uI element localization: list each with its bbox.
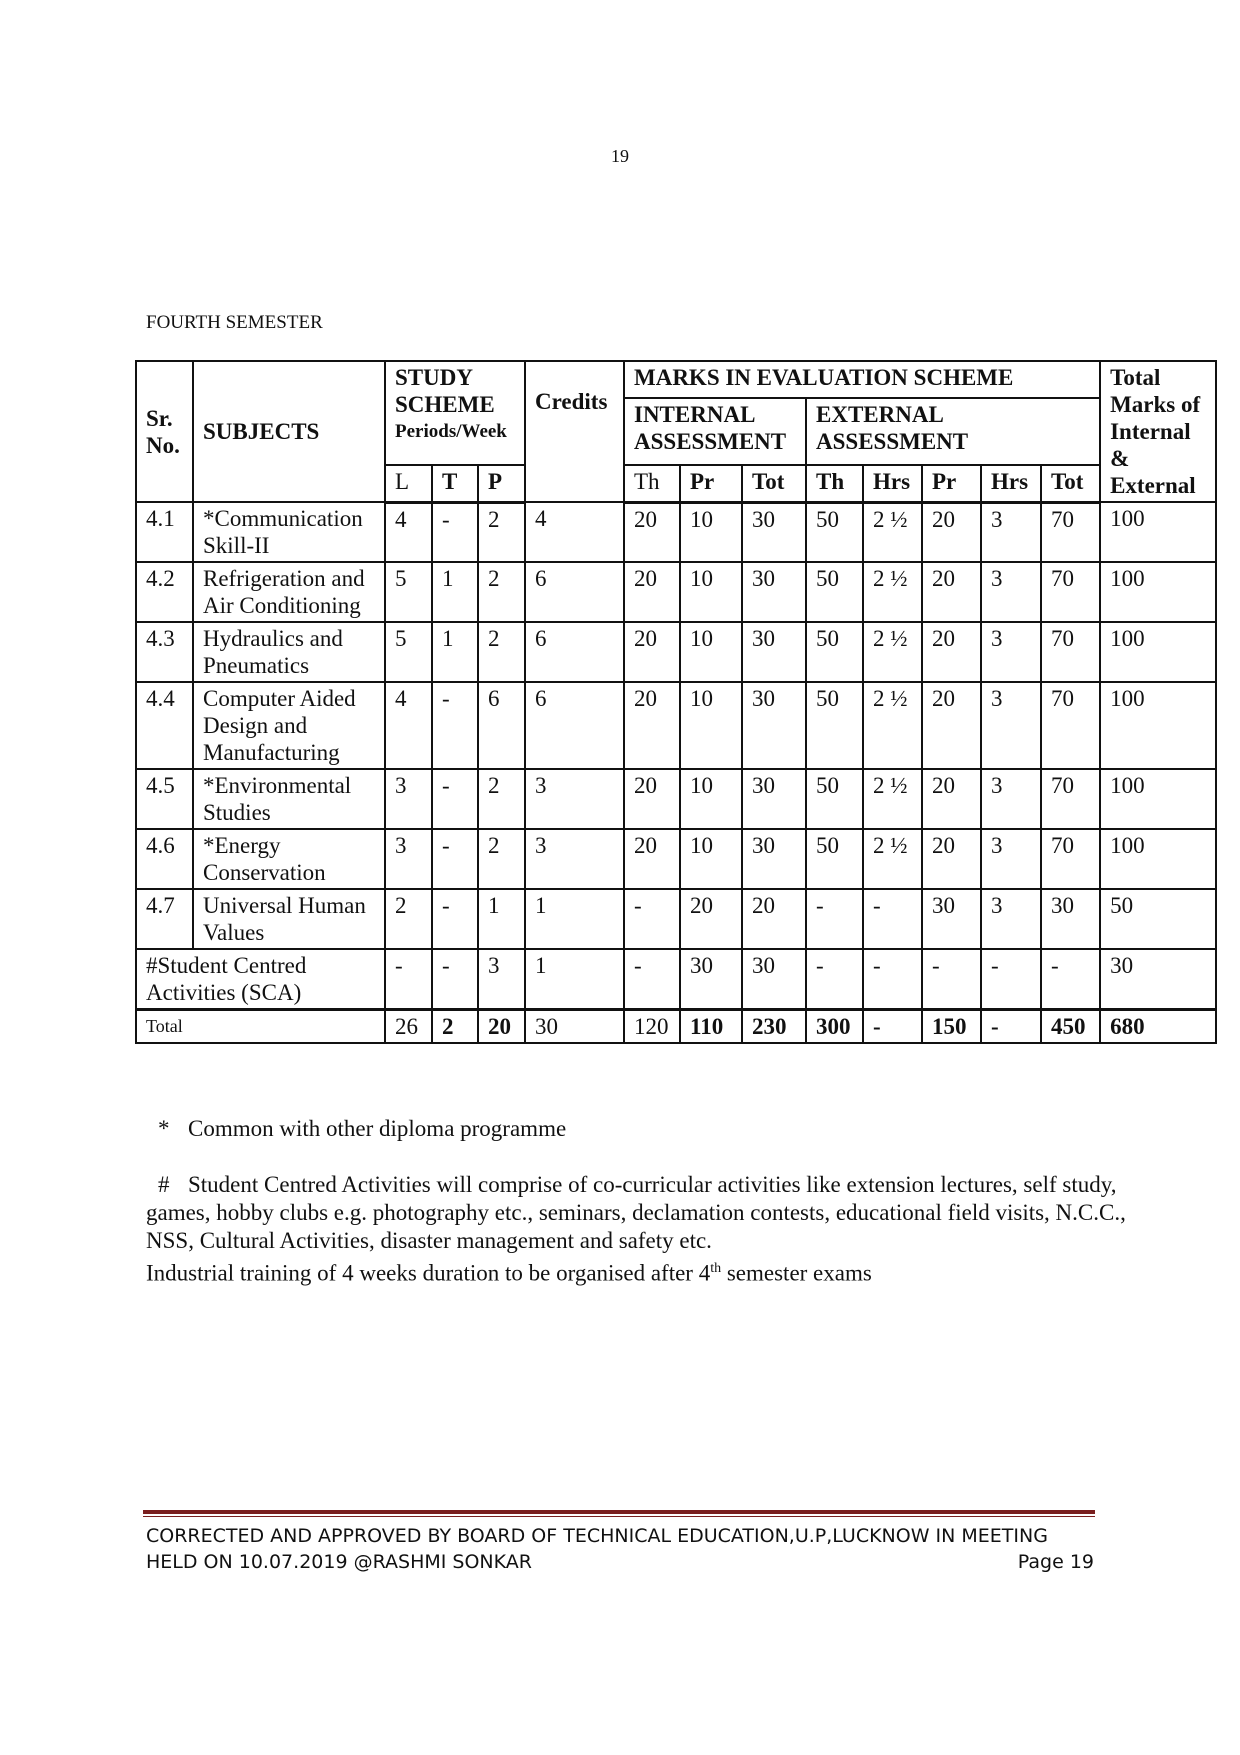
cell-total: 100 [1100, 682, 1216, 769]
cell-int-th: 20 [624, 829, 680, 889]
header-ext-hrs-2: Hrs [981, 465, 1041, 502]
cell-ext-hrs: 2 ½ [863, 769, 922, 829]
semester-title: FOURTH SEMESTER [146, 312, 323, 333]
cell-ext-pr: 20 [922, 622, 981, 682]
sca-l: - [385, 949, 432, 1010]
header-int-tot: Tot [742, 465, 806, 502]
cell-total: 100 [1100, 829, 1216, 889]
cell-p: 2 [478, 622, 525, 682]
cell-l: 3 [385, 769, 432, 829]
cell-int-th: - [624, 889, 680, 949]
cell-ext-th: 50 [806, 829, 863, 889]
cell-int-pr: 10 [680, 769, 742, 829]
cell-ext-hrs-2: 3 [981, 829, 1041, 889]
cell-int-th: 20 [624, 502, 680, 562]
footer-line-2: HELD ON 10.07.2019 @RASHMI SONKAR [146, 1551, 532, 1573]
header-credits: Credits [525, 361, 624, 502]
header-ext-pr: Pr [922, 465, 981, 502]
cell-sr-no: 4.7 [136, 889, 193, 949]
footer-line-2-wrap [146, 1549, 1094, 1575]
sca-p: 3 [478, 949, 525, 1010]
cell-p: 6 [478, 682, 525, 769]
cell-l: 2 [385, 889, 432, 949]
cell-int-tot: 30 [742, 682, 806, 769]
cell-ext-tot: 70 [1041, 682, 1100, 769]
header-ext-tot: Tot [1041, 465, 1100, 502]
cell-subject: Universal Human Values [193, 889, 385, 949]
footer-line-1: CORRECTED AND APPROVED BY BOARD OF TECHNICAL EDUCATION,U.P,LUCKNOW IN MEETING [146, 1525, 1048, 1547]
total-row [136, 1010, 1216, 1044]
cell-credits: 4 [525, 502, 624, 562]
cell-l: 5 [385, 622, 432, 682]
cell-sr-no: 4.6 [136, 829, 193, 889]
cell-ext-hrs: 2 ½ [863, 622, 922, 682]
cell-int-pr: 20 [680, 889, 742, 949]
sca-subject: #Student Centred Activities (SCA) [136, 949, 385, 1010]
cell-credits: 6 [525, 562, 624, 622]
training-text: Industrial training of 4 weeks duration to be organised after 4 [146, 1260, 711, 1286]
cell-ext-hrs-2: 3 [981, 769, 1041, 829]
cell-p: 2 [478, 562, 525, 622]
note-hash-text: Student Centred Activities will comprise of co-curricular activities like extension lectures, self study, games, hobby clubs e.g. photography etc., seminars, declamation contests, educational field visits, N.C.C., NSS, Cultural Activities, disaster management and safety etc. [146, 1172, 1126, 1253]
sca-ext-tot: - [1041, 949, 1100, 1010]
cell-t: - [432, 769, 478, 829]
cell-p: 2 [478, 769, 525, 829]
cell-subject: Hydraulics and Pneumatics [193, 622, 385, 682]
page-footer [146, 1523, 1094, 1575]
cell-p: 2 [478, 829, 525, 889]
cell-int-tot: 20 [742, 889, 806, 949]
sca-int-pr: 30 [680, 949, 742, 1010]
cell-credits: 6 [525, 682, 624, 769]
table-row [136, 769, 1216, 829]
cell-l: 5 [385, 562, 432, 622]
total-l: 26 [385, 1010, 432, 1044]
table-row [136, 502, 1216, 562]
header-internal-assessment: INTERNAL ASSESSMENT [624, 398, 806, 465]
sca-total: 30 [1100, 949, 1216, 1010]
header-int-pr: Pr [680, 465, 742, 502]
notes-section [146, 1115, 1126, 1288]
cell-ext-hrs: - [863, 889, 922, 949]
cell-int-pr: 10 [680, 682, 742, 769]
cell-subject: *Environmental Studies [193, 769, 385, 829]
cell-ext-th: 50 [806, 622, 863, 682]
cell-ext-hrs-2: 3 [981, 682, 1041, 769]
cell-int-pr: 10 [680, 502, 742, 562]
cell-ext-th: 50 [806, 682, 863, 769]
cell-sr-no: 4.2 [136, 562, 193, 622]
cell-credits: 6 [525, 622, 624, 682]
cell-credits: 3 [525, 769, 624, 829]
cell-int-tot: 30 [742, 769, 806, 829]
header-study-scheme [385, 361, 525, 465]
cell-subject: *Energy Conservation [193, 829, 385, 889]
cell-int-pr: 10 [680, 829, 742, 889]
cell-l: 4 [385, 502, 432, 562]
cell-sr-no: 4.3 [136, 622, 193, 682]
cell-ext-pr: 20 [922, 682, 981, 769]
subject-rows [136, 502, 1216, 949]
total-ext-hrs: - [863, 1010, 922, 1044]
cell-ext-pr: 20 [922, 829, 981, 889]
sca-int-th: - [624, 949, 680, 1010]
cell-int-th: 20 [624, 622, 680, 682]
cell-p: 1 [478, 889, 525, 949]
note-hash-symbol: # [158, 1172, 170, 1197]
cell-ext-tot: 70 [1041, 829, 1100, 889]
header-p: P [478, 465, 525, 502]
sca-ext-hrs: - [863, 949, 922, 1010]
cell-int-th: 20 [624, 682, 680, 769]
cell-total: 100 [1100, 769, 1216, 829]
header-int-th: Th [624, 465, 680, 502]
footer-rule [143, 1510, 1095, 1514]
cell-ext-tot: 70 [1041, 769, 1100, 829]
header-ext-hrs: Hrs [863, 465, 922, 502]
page-number: 19 [611, 146, 629, 166]
cell-ext-th: - [806, 889, 863, 949]
cell-ext-tot: 70 [1041, 502, 1100, 562]
cell-ext-hrs-2: 3 [981, 622, 1041, 682]
cell-sr-no: 4.4 [136, 682, 193, 769]
total-ext-tot: 450 [1041, 1010, 1100, 1044]
cell-int-tot: 30 [742, 829, 806, 889]
cell-ext-hrs: 2 ½ [863, 562, 922, 622]
header-t: T [432, 465, 478, 502]
cell-ext-hrs-2: 3 [981, 502, 1041, 562]
footer-rule-thin [143, 1516, 1095, 1517]
cell-sr-no: 4.5 [136, 769, 193, 829]
table-row [136, 562, 1216, 622]
cell-total: 50 [1100, 889, 1216, 949]
cell-t: 1 [432, 622, 478, 682]
cell-total: 100 [1100, 622, 1216, 682]
study-scheme-label: STUDY SCHEME [395, 365, 495, 417]
cell-ext-hrs: 2 ½ [863, 502, 922, 562]
note-star-symbol: * [158, 1116, 170, 1141]
total-t: 2 [432, 1010, 478, 1044]
cell-total: 100 [1100, 502, 1216, 562]
sca-t: - [432, 949, 478, 1010]
cell-int-pr: 10 [680, 562, 742, 622]
note-industrial-training [146, 1255, 1126, 1288]
cell-ext-th: 50 [806, 769, 863, 829]
header-subjects: SUBJECTS [193, 361, 385, 502]
total-int-th: 120 [624, 1010, 680, 1044]
sca-int-tot: 30 [742, 949, 806, 1010]
cell-ext-pr: 20 [922, 502, 981, 562]
total-ext-hrs-2: - [981, 1010, 1041, 1044]
sca-ext-pr: - [922, 949, 981, 1010]
cell-credits: 3 [525, 829, 624, 889]
cell-ext-pr: 30 [922, 889, 981, 949]
cell-credits: 1 [525, 889, 624, 949]
note-sca [146, 1171, 1126, 1255]
header-l: L [385, 465, 432, 502]
cell-t: 1 [432, 562, 478, 622]
total-int-tot: 230 [742, 1010, 806, 1044]
cell-int-tot: 30 [742, 562, 806, 622]
sca-credits: 1 [525, 949, 624, 1010]
cell-int-th: 20 [624, 769, 680, 829]
cell-ext-hrs-2: 3 [981, 562, 1041, 622]
total-label: Total [136, 1010, 385, 1044]
evaluation-scheme-table [135, 360, 1217, 1044]
cell-int-th: 20 [624, 562, 680, 622]
footer-page-label: Page 19 [1017, 1551, 1094, 1573]
cell-t: - [432, 502, 478, 562]
cell-ext-pr: 20 [922, 769, 981, 829]
total-credits: 30 [525, 1010, 624, 1044]
cell-ext-hrs: 2 ½ [863, 829, 922, 889]
header-sr-no: Sr. No. [136, 361, 193, 502]
cell-subject: Refrigeration and Air Conditioning [193, 562, 385, 622]
cell-ext-hrs-2: 3 [981, 889, 1041, 949]
cell-ext-th: 50 [806, 562, 863, 622]
cell-total: 100 [1100, 562, 1216, 622]
total-ext-th: 300 [806, 1010, 863, 1044]
total-int-pr: 110 [680, 1010, 742, 1044]
cell-t: - [432, 829, 478, 889]
sca-row [136, 949, 1216, 1010]
cell-subject: Computer Aided Design and Manufacturing [193, 682, 385, 769]
cell-l: 4 [385, 682, 432, 769]
total-grand: 680 [1100, 1010, 1216, 1044]
cell-int-tot: 30 [742, 622, 806, 682]
total-ext-pr: 150 [922, 1010, 981, 1044]
cell-t: - [432, 682, 478, 769]
cell-ext-tot: 70 [1041, 622, 1100, 682]
training-superscript: th [710, 1261, 722, 1276]
note-common [146, 1115, 1126, 1143]
cell-subject: *Communication Skill-II [193, 502, 385, 562]
header-marks-scheme: MARKS IN EVALUATION SCHEME [624, 361, 1100, 398]
cell-l: 3 [385, 829, 432, 889]
cell-ext-tot: 30 [1041, 889, 1100, 949]
table-row [136, 682, 1216, 769]
periods-week-label: Periods/Week [395, 421, 507, 442]
cell-t: - [432, 889, 478, 949]
cell-p: 2 [478, 502, 525, 562]
cell-ext-pr: 20 [922, 562, 981, 622]
cell-ext-hrs: 2 ½ [863, 682, 922, 769]
note-star-text: Common with other diploma programme [188, 1116, 567, 1141]
table-header [136, 361, 1216, 502]
table-row [136, 829, 1216, 889]
table-row [136, 622, 1216, 682]
sca-ext-th: - [806, 949, 863, 1010]
total-p: 20 [478, 1010, 525, 1044]
table-row [136, 889, 1216, 949]
sca-ext-hrs-2: - [981, 949, 1041, 1010]
cell-int-pr: 10 [680, 622, 742, 682]
header-total-marks: Total Marks of Internal & External [1100, 361, 1216, 502]
cell-ext-th: 50 [806, 502, 863, 562]
cell-int-tot: 30 [742, 502, 806, 562]
cell-sr-no: 4.1 [136, 502, 193, 562]
header-ext-th: Th [806, 465, 863, 502]
table-footer-rows [136, 949, 1216, 1043]
cell-ext-tot: 70 [1041, 562, 1100, 622]
training-text-end: semester exams [721, 1260, 872, 1286]
header-external-assessment: EXTERNAL ASSESSMENT [806, 398, 1100, 465]
